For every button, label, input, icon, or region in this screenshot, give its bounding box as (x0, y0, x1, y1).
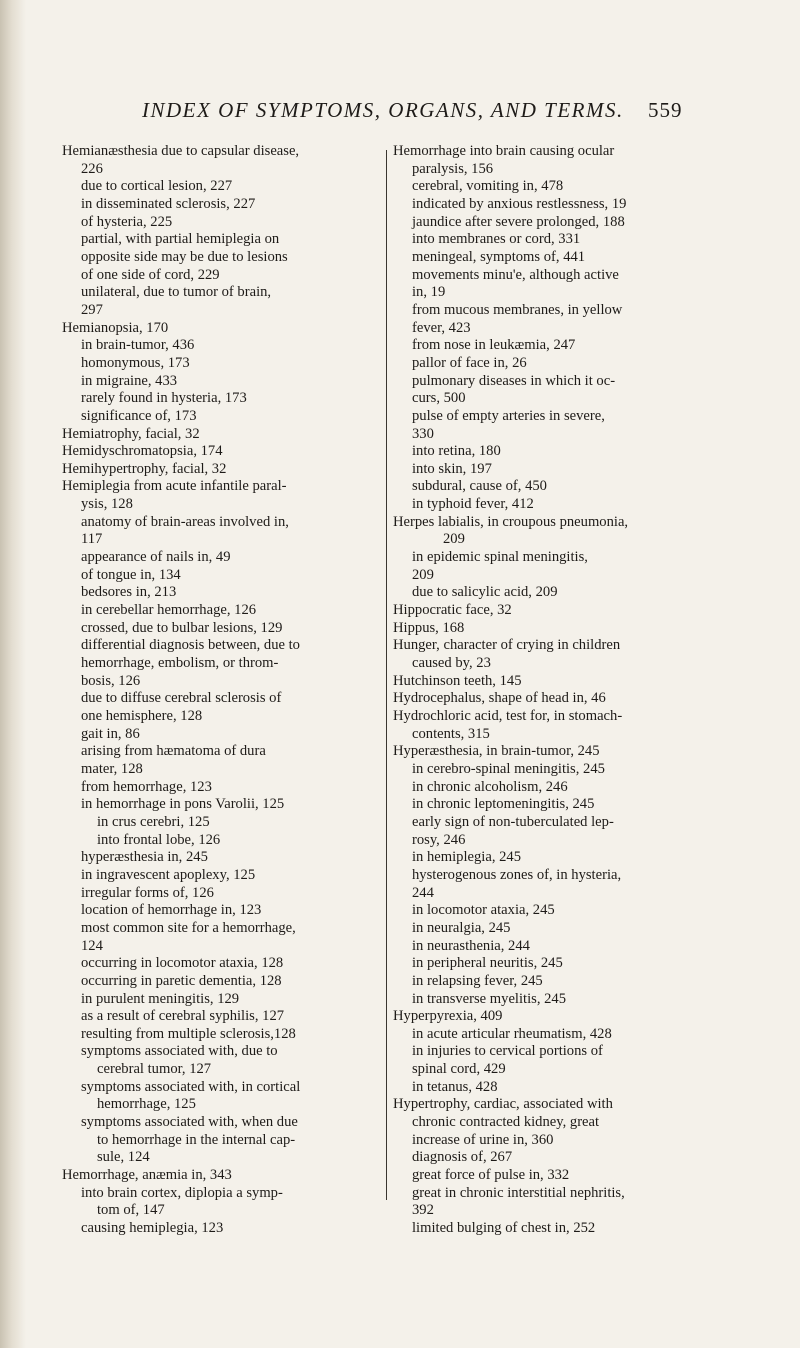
index-subentry: symptoms associated with, in cortical (81, 1078, 301, 1095)
index-subentry: occurring in locomotor ataxia, 128 (81, 955, 284, 972)
index-subentry: subdural, cause of, 450 (412, 478, 547, 495)
index-entry: Hemihypertrophy, facial, 32 (62, 460, 227, 477)
column-divider (386, 150, 387, 1200)
index-subentry: jaundice after severe prolonged, 188 (412, 213, 625, 230)
index-subentry: pallor of face in, 26 (412, 354, 527, 371)
index-subentry: from hemorrhage, 123 (81, 778, 212, 795)
index-subentry: bedsores in, 213 (81, 584, 177, 601)
index-entry: Hydrochloric acid, test for, in stomach- (393, 708, 623, 724)
index-subentry: curs, 500 (412, 390, 466, 407)
index-entry: Hemianæsthesia due to capsular disease, (62, 143, 300, 159)
index-subentry: rarely found in hysteria, 173 (81, 390, 247, 407)
index-subentry: due to salicylic acid, 209 (412, 584, 558, 601)
index-subentry: ysis, 128 (81, 496, 133, 513)
index-subentry: mater, 128 (81, 760, 143, 777)
index-subentry: as a result of cerebral syphilis, 127 (81, 1008, 285, 1025)
index-subentry: resulting from multiple sclerosis,128 (81, 1025, 296, 1042)
page-edge-shadow (0, 0, 26, 1348)
index-entry: Hunger, character of crying in children (393, 637, 621, 654)
index-subentry: into skin, 197 (412, 460, 492, 477)
index-subentry: hemorrhage, embolism, or throm- (81, 655, 279, 672)
index-subentry: in transverse myelitis, 245 (412, 990, 567, 1007)
index-subentry: indicated by anxious restlessness, 19 (412, 195, 627, 212)
index-subentry: symptoms associated with, when due (81, 1114, 298, 1131)
index-subentry: 244 (412, 884, 434, 901)
index-subentry: early sign of non-tuberculated lep- (412, 813, 614, 830)
index-subentry: great force of pulse in, 332 (412, 1167, 570, 1184)
index-subentry: fever, 423 (412, 319, 471, 336)
index-subentry: 124 (81, 937, 103, 954)
index-subentry: great in chronic interstitial nephritis, (412, 1184, 625, 1201)
running-header (0, 98, 800, 128)
index-subentry: gait in, 86 (81, 725, 140, 742)
index-entry: Hyperpyrexia, 409 (393, 1008, 503, 1025)
index-subentry: rosy, 246 (412, 831, 466, 848)
index-subentry: meningeal, symptoms of, 441 (412, 248, 586, 265)
index-entry: Hemiplegia from acute infantile paral- (62, 478, 287, 495)
index-entry: Hutchinson teeth, 145 (393, 672, 522, 689)
index-subentry: homonymous, 173 (81, 354, 190, 371)
index-subentry: in crus cerebri, 125 (97, 813, 210, 830)
index-subentry: 392 (412, 1202, 434, 1219)
index-subentry: opposite side may be due to lesions (81, 248, 288, 265)
index-subentry: in relapsing fever, 245 (412, 972, 543, 989)
index-entry: Hemiatrophy, facial, 32 (62, 425, 200, 442)
index-subentry: in locomotor ataxia, 245 (412, 902, 555, 919)
index-subentry: differential diagnosis between, due to (81, 637, 300, 654)
index-subentry: in disseminated sclerosis, 227 (81, 195, 256, 212)
index-subentry: hyperæsthesia in, 245 (81, 849, 208, 866)
index-subentry: into membranes or cord, 331 (412, 231, 581, 248)
index-subentry: due to cortical lesion, 227 (81, 178, 233, 195)
index-subentry: 209 (443, 531, 465, 548)
index-subentry: of tongue in, 134 (81, 566, 181, 583)
index-subentry: of hysteria, 225 (81, 213, 173, 230)
index-subentry: occurring in paretic dementia, 128 (81, 972, 282, 989)
index-subentry: in, 19 (412, 284, 446, 301)
index-subentry: limited bulging of chest in, 252 (412, 1220, 596, 1237)
index-subentry: in chronic alcoholism, 246 (412, 778, 568, 795)
index-subentry: in ingravescent apoplexy, 125 (81, 866, 256, 883)
page-number: 559 (648, 98, 683, 122)
index-subentry: in acute articular rheumatism, 428 (412, 1025, 612, 1042)
index-subentry: anatomy of brain-areas involved in, (81, 513, 289, 530)
index-subentry: in cerebellar hemorrhage, 126 (81, 602, 257, 619)
index-subentry: in neuralgia, 245 (412, 919, 511, 936)
index-subentry: in neurasthenia, 244 (412, 937, 530, 954)
index-subentry: hysterogenous zones of, in hysteria, (412, 866, 622, 883)
index-subentry: in chronic leptomeningitis, 245 (412, 796, 595, 813)
index-subentry: caused by, 23 (412, 655, 491, 672)
index-entry: Hemorrhage, anæmia in, 343 (62, 1167, 232, 1184)
index-subentry: in cerebro-spinal meningitis, 245 (412, 760, 605, 777)
index-entry: Hippocratic face, 32 (393, 602, 512, 619)
index-subentry: causing hemiplegia, 123 (81, 1220, 224, 1237)
index-subentry: sule, 124 (97, 1149, 150, 1166)
index-subentry: 330 (412, 425, 434, 442)
index-subentry: pulse of empty arteries in severe, (412, 407, 605, 424)
index-subentry: from nose in leukæmia, 247 (412, 337, 576, 354)
index-subentry: from mucous membranes, in yellow (412, 301, 623, 318)
index-subentry: cerebral, vomiting in, 478 (412, 178, 564, 195)
index-subentry: chronic contracted kidney, great (412, 1114, 600, 1131)
index-subentry: in injuries to cervical portions of (412, 1043, 603, 1060)
index-entry: Hydrocephalus, shape of head in, 46 (393, 690, 606, 707)
index-subentry: 117 (81, 531, 103, 548)
index-subentry: in purulent meningitis, 129 (81, 990, 240, 1007)
index-subentry: 226 (81, 160, 103, 177)
index-subentry: unilateral, due to tumor of brain, (81, 284, 272, 301)
index-subentry: to hemorrhage in the internal cap- (97, 1131, 296, 1148)
index-subentry: in tetanus, 428 (412, 1078, 498, 1095)
index-subentry: into frontal lobe, 126 (97, 831, 221, 848)
index-subentry: in hemiplegia, 245 (412, 849, 522, 866)
index-subentry: most common site for a hemorrhage, (81, 919, 296, 936)
index-subentry: paralysis, 156 (412, 160, 494, 177)
index-subentry: into brain cortex, diplopia a symp- (81, 1184, 283, 1201)
index-subentry: in epidemic spinal meningitis, (412, 549, 588, 566)
index-entry: Herpes labialis, in croupous pneumonia, (393, 513, 629, 530)
index-subentry: partial, with partial hemiplegia on (81, 231, 280, 248)
index-column-right (393, 143, 718, 1238)
index-entry: Hemianopsia, 170 (62, 319, 169, 336)
index-subentry: of one side of cord, 229 (81, 266, 220, 283)
index-subentry: one hemisphere, 128 (81, 708, 203, 724)
index-subentry: contents, 315 (412, 725, 490, 742)
index-subentry: increase of urine in, 360 (412, 1131, 554, 1148)
index-subentry: crossed, due to bulbar lesions, 129 (81, 619, 283, 636)
index-entry: Hemidyschromatopsia, 174 (62, 443, 223, 460)
index-column-left (62, 143, 380, 1238)
index-subentry: in migraine, 433 (81, 372, 178, 389)
index-subentry: appearance of nails in, 49 (81, 549, 231, 566)
index-subentry: diagnosis of, 267 (412, 1149, 513, 1166)
index-subentry: bosis, 126 (81, 672, 141, 689)
index-subentry: symptoms associated with, due to (81, 1043, 278, 1060)
index-subentry: movements minu'e, although active (412, 266, 619, 283)
index-subentry: due to diffuse cerebral sclerosis of (81, 690, 282, 707)
header-title: INDEX OF SYMPTOMS, ORGANS, AND TERMS. (142, 98, 624, 122)
index-subentry: 209 (412, 566, 434, 583)
index-subentry: significance of, 173 (81, 407, 197, 424)
index-subentry: tom of, 147 (97, 1202, 165, 1219)
index-subentry: into retina, 180 (412, 443, 501, 460)
index-entry: Hypertrophy, cardiac, associated with (393, 1096, 613, 1113)
index-entry: Hyperæsthesia, in brain-tumor, 245 (393, 743, 600, 760)
index-subentry: 297 (81, 301, 103, 318)
index-subentry: arising from hæmatoma of dura (81, 743, 266, 760)
index-subentry: hemorrhage, 125 (97, 1096, 196, 1113)
index-entry: Hippus, 168 (393, 619, 465, 636)
index-subentry: cerebral tumor, 127 (97, 1061, 212, 1078)
index-subentry: in peripheral neuritis, 245 (412, 955, 563, 972)
index-subentry: pulmonary diseases in which it oc- (412, 372, 616, 389)
index-subentry: in hemorrhage in pons Varolii, 125 (81, 796, 285, 813)
index-subentry: in brain-tumor, 436 (81, 337, 195, 354)
index-entry: Hemorrhage into brain causing ocular (393, 143, 615, 159)
index-subentry: location of hemorrhage in, 123 (81, 902, 262, 919)
index-subentry: irregular forms of, 126 (81, 884, 214, 901)
index-subentry: spinal cord, 429 (412, 1061, 506, 1078)
index-subentry: in typhoid fever, 412 (412, 496, 534, 513)
